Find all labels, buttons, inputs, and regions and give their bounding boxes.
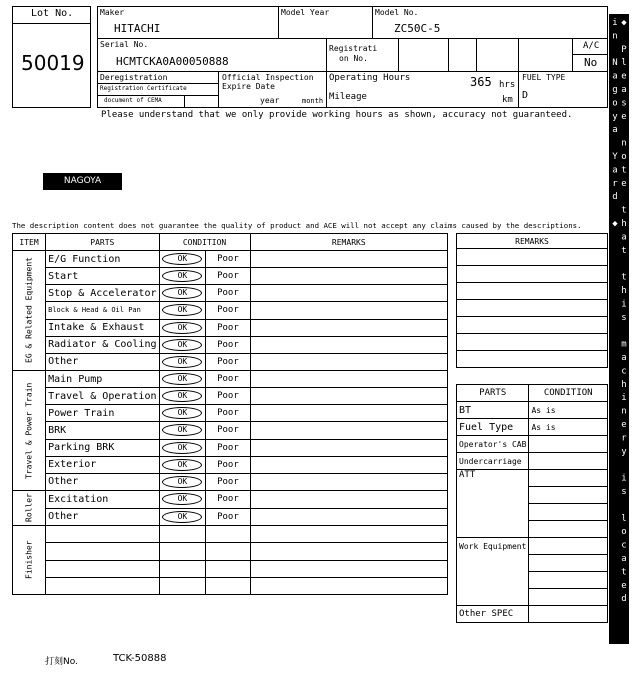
remarks-cell <box>250 285 447 302</box>
ok-circled: OK <box>162 356 202 368</box>
condition-ok-cell <box>159 526 206 543</box>
remarks-line <box>457 300 608 317</box>
ok-circled: OK <box>162 304 202 316</box>
condition-poor-cell <box>206 405 250 422</box>
lot-label: Lot No. <box>31 8 74 19</box>
poor-label: Poor <box>217 356 239 367</box>
ok-circled: OK <box>162 339 202 351</box>
condition-poor-cell <box>206 422 250 439</box>
remarks-header: REMARKS <box>250 234 447 251</box>
remarks-cell <box>250 319 447 336</box>
condition-poor-cell <box>206 543 250 560</box>
inspection-table <box>12 233 448 595</box>
part-name: Block & Head & Oil Pan <box>46 302 159 319</box>
remarks-cell <box>250 439 447 456</box>
ac-label: A/C <box>583 41 600 51</box>
poor-label: Poor <box>217 459 239 470</box>
condition-ok-cell <box>159 456 206 473</box>
ok-circled: OK <box>162 270 202 282</box>
ok-circled: OK <box>162 407 202 419</box>
ok-circled: OK <box>162 442 202 454</box>
condition-ok-cell <box>159 336 206 353</box>
condition-poor-cell <box>206 251 250 268</box>
item-group-label <box>13 251 46 371</box>
condition-poor-cell <box>206 268 250 285</box>
condition-poor-cell <box>206 285 250 302</box>
table-row <box>13 319 448 336</box>
condition-ok-cell <box>159 508 206 526</box>
part-name: Exterior <box>46 456 159 473</box>
part-other-spec: Other SPEC <box>457 606 529 623</box>
part-name: Intake & Exhaust <box>46 319 159 336</box>
remarks-line <box>457 317 608 334</box>
table-row <box>13 439 448 456</box>
table-row <box>13 251 448 268</box>
condition-poor-cell <box>206 319 250 336</box>
remarks-cell <box>250 560 447 577</box>
ok-circled: OK <box>162 390 202 402</box>
reg-cert-label: Registration Certificate <box>100 85 187 92</box>
dereg-label: Deregistration <box>100 73 168 82</box>
part-name: BRK <box>46 422 159 439</box>
table-row <box>13 268 448 285</box>
poor-label: Poor <box>217 476 239 487</box>
condition-poor-cell <box>206 508 250 526</box>
header-grid <box>97 6 608 108</box>
serial-label: Serial No. <box>100 40 149 49</box>
part-operator-cab: Operator's CAB <box>457 436 529 453</box>
remarks-cell <box>250 473 447 490</box>
part-name: Power Train <box>46 405 159 422</box>
serial-value: HCMTCKA0A00050888 <box>116 55 229 68</box>
table-row <box>13 405 448 422</box>
part-undercarriage: Undercarriage <box>457 453 529 470</box>
table-row <box>13 353 448 370</box>
remarks-line <box>457 266 608 283</box>
condition-ok-cell <box>159 473 206 490</box>
sidebar-text: ◆ Please note that this machinery is located in Nagoya Yard ◆ <box>610 18 629 608</box>
part-name <box>46 543 159 560</box>
lot-number: 50019 <box>21 51 85 75</box>
part-fuel-type: Fuel Type <box>457 419 529 436</box>
table-row <box>13 577 448 594</box>
part-name: Parking BRK <box>46 439 159 456</box>
ok-circled: OK <box>162 511 202 523</box>
remarks-cell <box>250 508 447 526</box>
condition-ok-cell <box>159 319 206 336</box>
ok-circled: OK <box>162 459 202 471</box>
condition-ok-cell <box>159 302 206 319</box>
part-name <box>46 526 159 543</box>
part-name: Excitation <box>46 491 159 509</box>
remarks-cell <box>250 353 447 370</box>
poor-label: Poor <box>217 494 239 505</box>
remarks-cell <box>250 388 447 405</box>
condition-poor-cell <box>206 491 250 509</box>
location-badge: NAGOYA <box>43 173 122 190</box>
model-no-value: ZC50C-5 <box>394 22 441 35</box>
fuel-type-label: FUEL TYPE <box>522 73 566 82</box>
condition-poor-cell <box>206 439 250 456</box>
remarks-line <box>457 249 608 266</box>
poor-label: Poor <box>217 271 239 282</box>
table-row <box>13 473 448 490</box>
item-group-text: Travel & Power Train <box>24 382 34 479</box>
condition-fuel-type: As is <box>529 419 608 436</box>
remarks-cell <box>250 491 447 509</box>
table-row <box>13 560 448 577</box>
poor-label: Poor <box>217 408 239 419</box>
condition-poor-cell <box>206 560 250 577</box>
location-notice-sidebar <box>609 14 629 644</box>
stamp-value: TCK-50888 <box>113 653 167 664</box>
poor-label: Poor <box>217 322 239 333</box>
condition-poor-cell <box>206 526 250 543</box>
poor-label: Poor <box>217 391 239 402</box>
table-row <box>13 526 448 543</box>
right-remarks-header: REMARKS <box>457 234 608 249</box>
item-group-label <box>13 526 46 595</box>
year-label: year <box>260 96 280 105</box>
hrs-label: hrs <box>499 80 516 90</box>
condition-ok-cell <box>159 405 206 422</box>
poor-label: Poor <box>217 254 239 265</box>
table-row <box>13 508 448 526</box>
table-header-row <box>13 234 448 251</box>
condition-poor-cell <box>206 371 250 388</box>
table-row <box>13 302 448 319</box>
op-hours-label: Operating Hours <box>329 73 411 83</box>
mileage-label: Mileage <box>329 92 367 102</box>
ok-circled: OK <box>162 322 202 334</box>
part-name <box>46 577 159 594</box>
ok-circled: OK <box>162 476 202 488</box>
maker-label: Maker <box>100 8 125 17</box>
part-name: Travel & Operation <box>46 388 159 405</box>
stamp-label: 打刻No. <box>45 657 78 667</box>
right-parts-header: PARTS <box>457 385 529 402</box>
poor-label: Poor <box>217 425 239 436</box>
condition-ok-cell <box>159 251 206 268</box>
remarks-cell <box>250 336 447 353</box>
condition-ok-cell <box>159 422 206 439</box>
item-group-label <box>13 371 46 491</box>
poor-label: Poor <box>217 511 239 522</box>
poor-label: Poor <box>217 374 239 385</box>
part-bt: BT <box>457 402 529 419</box>
part-name: Other <box>46 508 159 526</box>
remarks-cell <box>250 526 447 543</box>
table-row <box>13 491 448 509</box>
ok-circled: OK <box>162 287 202 299</box>
condition-ok-cell <box>159 491 206 509</box>
condition-poor-cell <box>206 388 250 405</box>
ok-circled: OK <box>162 493 202 505</box>
part-name: Radiator & Cooling <box>46 336 159 353</box>
condition-ok-cell <box>159 268 206 285</box>
maker-value: HITACHI <box>114 22 161 35</box>
item-group-text: EG & Related Equipment <box>24 257 34 364</box>
model-no-label: Model No. <box>375 8 419 17</box>
condition-bt: As is <box>529 402 608 419</box>
condition-poor-cell <box>206 577 250 594</box>
part-att: ATT <box>457 470 529 538</box>
condition-ok-cell <box>159 577 206 594</box>
condition-ok-cell <box>159 371 206 388</box>
poor-label: Poor <box>217 442 239 453</box>
km-label: km <box>502 95 513 105</box>
condition-ok-cell <box>159 543 206 560</box>
remarks-cell <box>250 251 447 268</box>
inspection-label-1: Official Inspection <box>222 73 314 82</box>
remarks-line <box>457 283 608 300</box>
ok-circled: OK <box>162 373 202 385</box>
remarks-cell <box>250 456 447 473</box>
poor-label: Poor <box>217 339 239 350</box>
model-year-label: Model Year <box>281 8 330 17</box>
inspection-label-2: Expire Date <box>222 82 275 91</box>
part-name <box>46 560 159 577</box>
condition-poor-cell <box>206 336 250 353</box>
right-parts-table <box>456 384 608 623</box>
lot-box <box>12 6 91 108</box>
remarks-line <box>457 334 608 351</box>
registration-label-1: Registrati <box>329 44 378 53</box>
item-header: ITEM <box>13 234 46 251</box>
table-row <box>13 456 448 473</box>
ac-value: No <box>584 56 598 69</box>
right-condition-header: CONDITION <box>529 385 608 402</box>
ok-circled: OK <box>162 424 202 436</box>
poor-label: Poor <box>217 288 239 299</box>
remarks-cell <box>250 577 447 594</box>
month-label: month <box>302 97 324 105</box>
part-name: Other <box>46 353 159 370</box>
parts-header: PARTS <box>46 234 159 251</box>
table-row <box>13 543 448 560</box>
condition-poor-cell <box>206 456 250 473</box>
table-row <box>13 371 448 388</box>
item-group-text: Finisher <box>24 540 34 580</box>
remarks-cell <box>250 543 447 560</box>
disclaimer-text: The description content does not guarantee the quality of product and ACE will not accept any claims caused by the descriptions. <box>12 221 582 230</box>
cema-label: document of CEMA <box>104 97 162 104</box>
condition-ok-cell <box>159 388 206 405</box>
remarks-cell <box>250 302 447 319</box>
condition-poor-cell <box>206 473 250 490</box>
part-name: Start <box>46 268 159 285</box>
condition-poor-cell <box>206 302 250 319</box>
remarks-cell <box>250 405 447 422</box>
fuel-type-value: D <box>522 90 529 101</box>
part-name: Stop & Accelerator <box>46 285 159 302</box>
op-hours-value: 365 <box>470 75 492 89</box>
condition-ok-cell <box>159 560 206 577</box>
remarks-line <box>457 351 608 368</box>
notice-text: Please understand that we only provide working hours as shown, accuracy not guaranteed. <box>101 110 573 120</box>
condition-ok-cell <box>159 353 206 370</box>
right-remarks-table <box>456 233 608 368</box>
table-row <box>13 336 448 353</box>
remarks-cell <box>250 422 447 439</box>
remarks-cell <box>250 371 447 388</box>
part-name: Main Pump <box>46 371 159 388</box>
poor-label: Poor <box>217 305 239 316</box>
condition-poor-cell <box>206 353 250 370</box>
registration-label-2: on No. <box>339 54 368 63</box>
condition-ok-cell <box>159 285 206 302</box>
remarks-cell <box>250 268 447 285</box>
table-row <box>13 285 448 302</box>
condition-ok-cell <box>159 439 206 456</box>
ok-circled: OK <box>162 253 202 265</box>
table-row <box>13 422 448 439</box>
item-group-text: Roller <box>24 493 34 523</box>
table-row <box>13 388 448 405</box>
part-name: Other <box>46 473 159 490</box>
part-name: E/G Function <box>46 251 159 268</box>
item-group-label <box>13 491 46 526</box>
condition-header: CONDITION <box>159 234 250 251</box>
part-work-equipment: Work Equipment <box>457 538 529 606</box>
